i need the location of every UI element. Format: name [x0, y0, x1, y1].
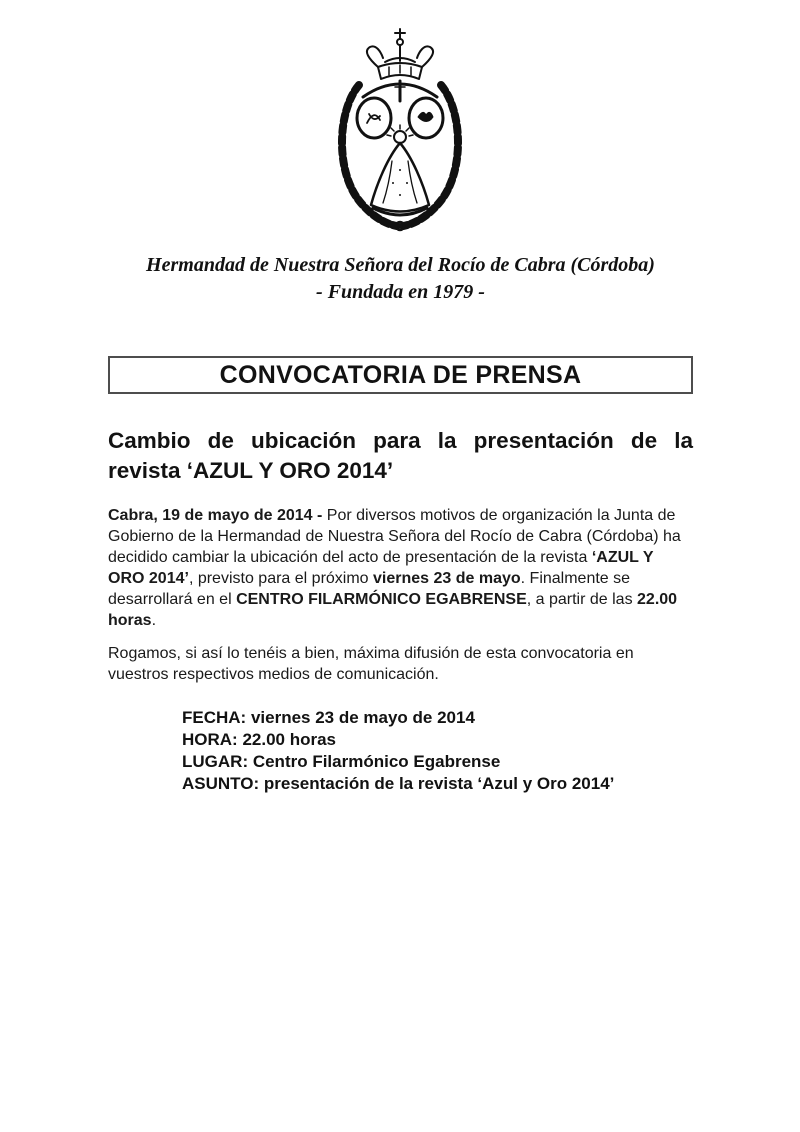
- detail-row: [182, 751, 693, 773]
- text-segment: , a partir de las: [526, 591, 638, 608]
- emblem-container: [0, 0, 800, 235]
- body-paragraph-2: Rogamos, si así lo tenéis a bien, máxima difusión de esta convocatoria en vuestros respectivos medios de comunicación.: [108, 645, 634, 683]
- body-paragraph-1: [108, 505, 693, 631]
- detail-label: HORA:: [182, 730, 243, 749]
- bold-text-segment: Cabra, 19 de mayo de 2014 -: [108, 507, 327, 524]
- text-segment: , previsto para el próximo: [188, 570, 374, 587]
- organization-name: Hermandad de Nuestra Señora del Rocío de Cabra (Córdoba): [146, 254, 655, 276]
- detail-label: LUGAR:: [182, 752, 253, 771]
- text-segment: Por diversos motivos de organización la Junta de Gobierno de la Hermandad de Nuestra Señora del Rocío de Cabra (Córdoba) ha decidido cambiar la ubicación del acto de presentación de la revista: [108, 507, 681, 566]
- detail-label: ASUNTO:: [182, 774, 264, 793]
- details-block: [108, 707, 693, 795]
- founded-line: - Fundada en 1979 -: [316, 281, 485, 303]
- detail-row: [182, 773, 693, 795]
- headline: Cambio de ubicación para la presentación de la revista ‘AZUL Y ORO 2014’: [108, 428, 693, 483]
- detail-label: FECHA:: [182, 708, 251, 727]
- bold-text-segment: viernes 23 de mayo: [373, 570, 521, 587]
- detail-row: [182, 729, 693, 751]
- detail-value: 22.00 horas: [242, 730, 337, 749]
- bold-text-segment: 22.00 horas: [108, 591, 678, 629]
- document-body: [108, 252, 693, 795]
- detail-row: [182, 707, 693, 729]
- hermandad-crest-icon: [325, 25, 475, 235]
- detail-value: presentación de la revista ‘Azul y Oro 2014’: [263, 774, 615, 793]
- detail-value: viernes 23 de mayo de 2014: [250, 708, 475, 727]
- bold-text-segment: CENTRO FILARMÓNICO EGABRENSE: [236, 591, 527, 608]
- text-segment: . Finalmente se desarrollará en el: [108, 570, 631, 608]
- press-release-title: CONVOCATORIA DE PRENSA: [219, 360, 582, 389]
- press-release-title-box: [108, 356, 693, 394]
- text-segment: .: [151, 612, 157, 629]
- detail-value: Centro Filarmónico Egabrense: [252, 752, 501, 771]
- bold-text-segment: ‘AZUL Y ORO 2014’: [108, 549, 654, 587]
